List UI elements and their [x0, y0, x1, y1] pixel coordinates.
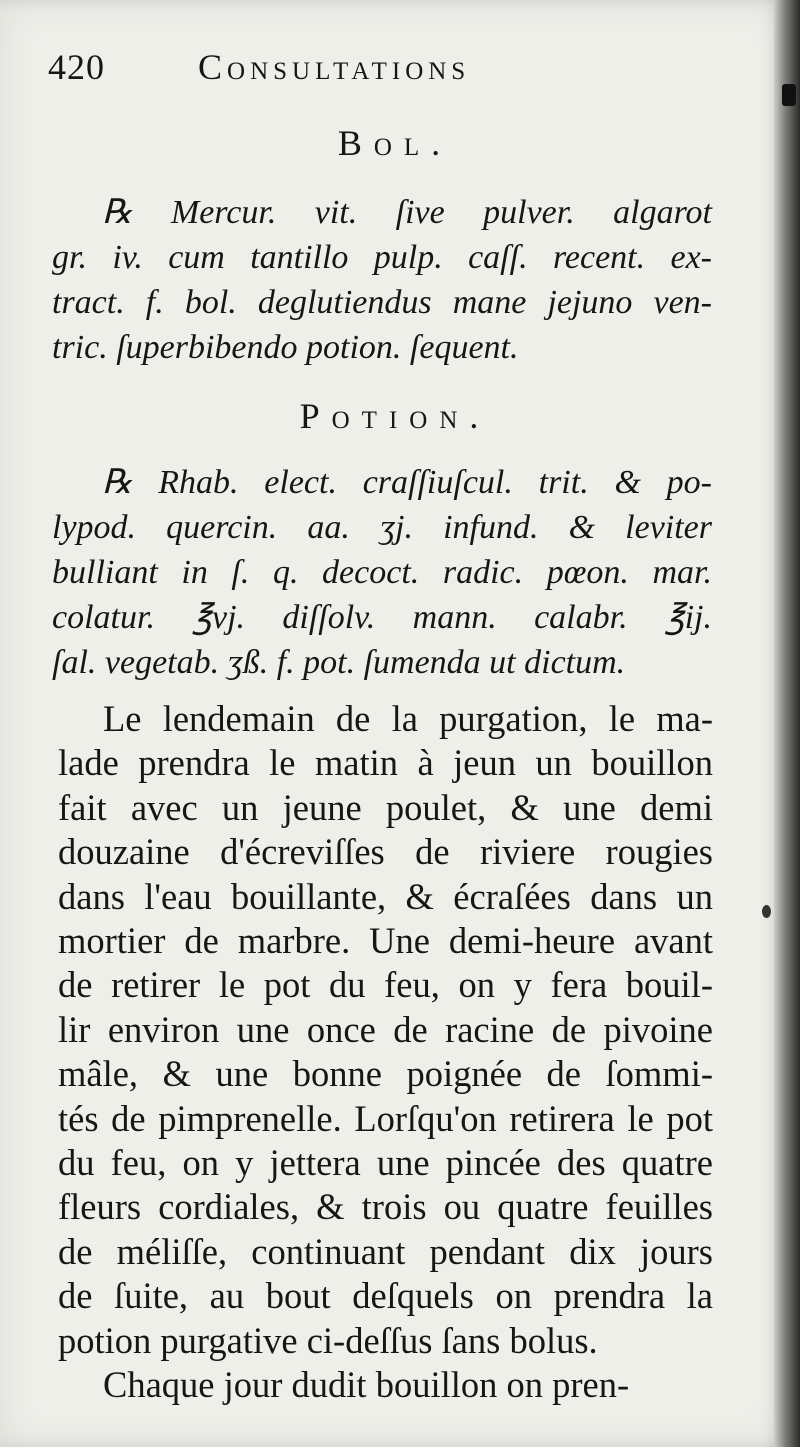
binding-mark: [782, 84, 796, 106]
body-line: lir environ une once de racine de pivoine: [58, 1008, 713, 1050]
body-paragraph: [58, 697, 713, 1408]
running-title: Consultations: [198, 47, 471, 87]
bol-line: tric. ſuperbibendo potion. ſequent.: [52, 329, 519, 366]
body-line: du feu, on y jettera une pincée des quatre: [58, 1142, 713, 1184]
running-head: [48, 46, 710, 96]
body-line: lade prendra le matin à jeun un bouillon: [58, 742, 713, 784]
ink-speck: [762, 905, 771, 918]
potion-line: lypod. quercin. aa. ʒj. infund. & leviter: [52, 509, 712, 546]
body-line: mortier de marbre. Une demi-heure avant: [58, 920, 713, 962]
potion-line: bulliant in ſ. q. decoct. radic. pœon. mar.: [52, 554, 712, 591]
potion-line: colatur. ℥vj. diſſolv. mann. calabr. ℥ij.: [52, 599, 712, 636]
potion-prescription: [52, 460, 712, 685]
body-line: fleurs cordiales, & trois ou quatre feuilles: [58, 1186, 713, 1228]
body-line: de méliſſe, continuant pendant dix jours: [58, 1230, 713, 1272]
body-line: potion purgative ci-deſſus ſans bolus.: [58, 1319, 598, 1361]
body-line: tés de pimprenelle. Lorſqu'on retirera le pot: [58, 1097, 713, 1139]
bol-line: gr. iv. cum tantillo pulp. caſſ. recent. ex-: [52, 239, 712, 276]
body-line: dans l'eau bouillante, & écraſées dans un: [58, 875, 713, 917]
body-line: Chaque jour dudit bouillon on pren-: [103, 1364, 630, 1406]
potion-line: ſal. vegetab. ʒß. f. pot. ſumenda ut dictum.: [52, 644, 626, 681]
body-line: mâle, & une bonne poignée de ſommi-: [58, 1053, 713, 1095]
bol-line: tract. f. bol. deglutiendus mane jejuno ven-: [52, 284, 712, 321]
body-line: de ſuite, au bout deſquels on prendra la: [58, 1275, 713, 1317]
bol-prescription: [52, 190, 712, 370]
page-edge: [774, 0, 800, 1447]
page-number: 420: [48, 47, 105, 87]
potion-heading: Potion.: [299, 396, 491, 436]
body-line: fait avec un jeune poulet, & une demi: [58, 786, 713, 828]
bol-heading: Bol.: [337, 123, 453, 163]
body-line: de retirer le pot du feu, on y fera bouil-: [58, 964, 713, 1006]
potion-line: ℞ Rhab. elect. craſſiuſcul. trit. & po-: [102, 464, 712, 501]
bol-line: ℞ Mercur. vit. ſive pulver. algarot: [102, 194, 712, 231]
body-line: douzaine d'écreviſſes de riviere rougies: [58, 831, 713, 873]
body-line: Le lendemain de la purgation, le ma-: [103, 698, 713, 739]
